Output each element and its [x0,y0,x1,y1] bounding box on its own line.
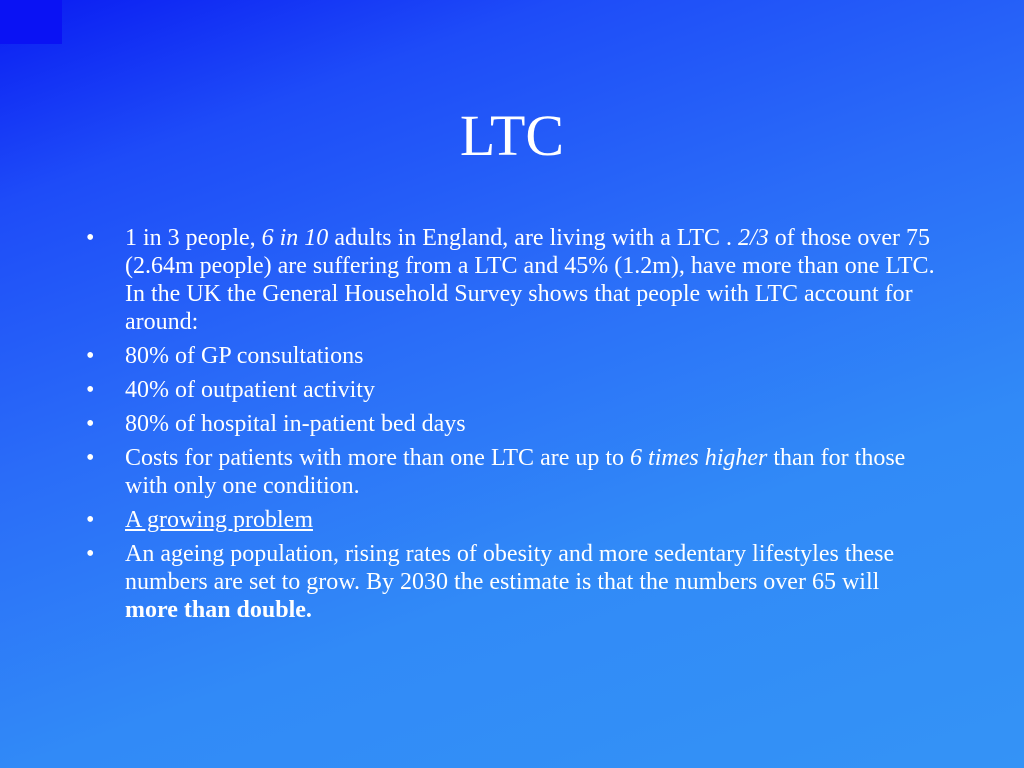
bullet-dot-icon: • [86,411,95,437]
text-segment: adults in England, are living with a LTC . [328,225,739,251]
text-segment: 40% of outpatient activity [125,377,375,403]
bullet-item-bed-days [86,410,936,438]
bullet-dot-icon: • [86,225,95,251]
text-segment: than for those with only one condition. [125,445,906,499]
bullet-dot-icon: • [86,541,95,567]
bullet-item-growing-problem [86,506,936,534]
bullet-dot-icon: • [86,445,95,471]
bullet-dot-icon: • [86,377,95,403]
bullet-item-ltc-prevalence [86,224,936,336]
text-segment: 80% of hospital in-patient bed days [125,411,466,437]
emphasis-text: 2/3 [738,225,769,251]
bold-text: more than double. [125,597,312,623]
corner-decoration [0,0,62,44]
emphasis-text: 6 in 10 [261,225,329,251]
text-segment: An ageing population, rising rates of obesity and more sedentary lifestyles these numbers are set to grow. By 2030 the estimate is that the numbers over 65 will [125,541,895,595]
text-segment: Costs for patients with more than one LTC are up to [125,445,631,471]
bullet-dot-icon: • [86,343,95,369]
text-segment: of those over 75 (2.64m people) are suffering from a LTC and 45% (1.2m), have more than one LTC. In the UK the General Household Survey shows that people with LTC account for around: [125,225,935,335]
bullet-item-costs [86,444,936,500]
bullet-item-outpatient-activity [86,376,936,404]
text-segment: 1 in 3 people, [125,225,262,251]
text-segment: 80% of GP consultations [125,343,364,369]
bullet-item-gp-consultations [86,342,936,370]
section-heading: A growing problem [125,507,313,533]
bullet-item-ageing-population [86,540,936,624]
bullet-dot-icon: • [86,507,95,533]
bullet-list [86,224,936,630]
slide-title: LTC [459,103,565,168]
emphasis-text: 6 times higher [630,445,768,471]
